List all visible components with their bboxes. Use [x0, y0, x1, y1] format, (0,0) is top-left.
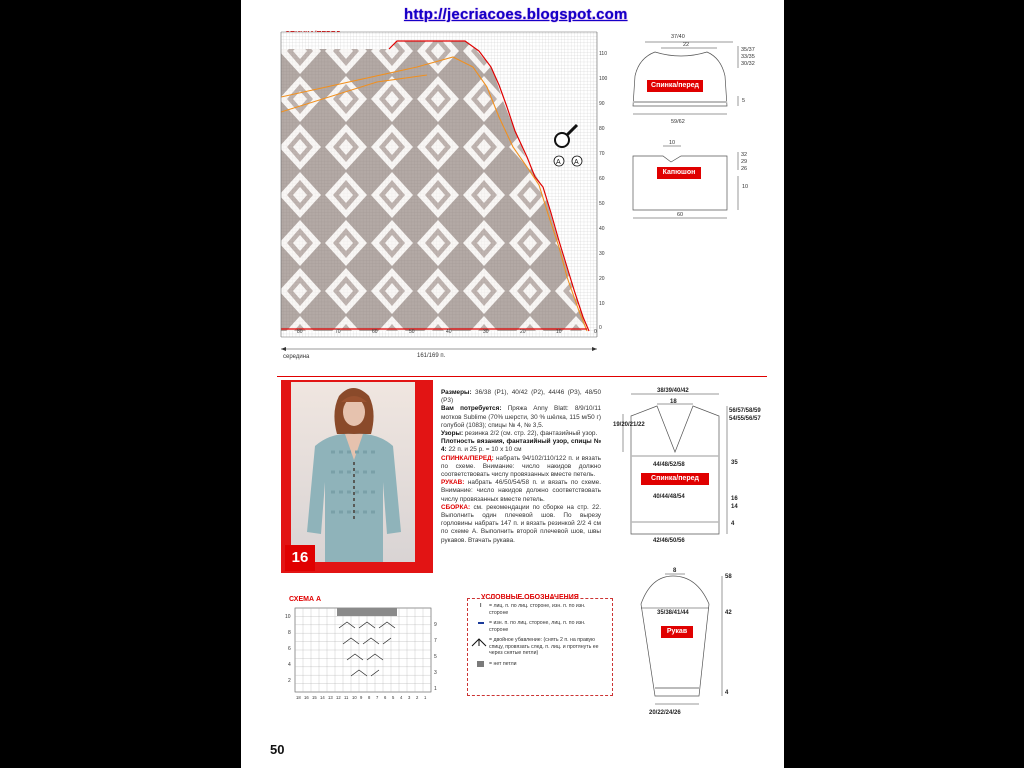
col-label-40: 40	[446, 329, 452, 335]
patterns-text: резинка 2/2 (см. стр. 22), фантазийный узор.	[464, 430, 598, 438]
schema-a-col-labels	[296, 695, 427, 700]
col-label-70: 70	[335, 329, 341, 335]
front-height-14: 14	[731, 504, 738, 510]
front-mid-width: 40/44/48/54	[653, 494, 685, 500]
hood-schema-label: Капюшон	[657, 167, 701, 179]
schema-a-col-label: 13	[328, 695, 333, 700]
sleeve-cuff-width: 20/22/24/26	[649, 710, 681, 716]
schema-a-col-label: 9	[360, 695, 363, 700]
schema-a-row-8: 8	[288, 630, 291, 636]
stitch-count: 161/169 п.	[417, 353, 446, 359]
sleeve-text: набрать 46/50/54/58 п. и вязать по схеме. Внимание: число накидов должно соответствовать числу провязанных вместе петель.	[441, 479, 601, 503]
legend-decrease-symbol-icon	[471, 637, 487, 647]
col-label-80: 80	[297, 329, 303, 335]
front-top-width: 38/39/40/42	[657, 388, 689, 394]
front-right-dim-1: 56/57/58/59	[729, 408, 761, 414]
front-height-16: 16	[731, 496, 738, 502]
legend-item-no-stitch	[477, 661, 603, 668]
need-label: Вам потребуется:	[441, 405, 502, 413]
body-schema-label: Спинка/перед	[647, 80, 703, 92]
body-right-dim-1: 35/37	[741, 47, 755, 53]
legend-title: УСЛОВНЫЕ ОБОЗНАЧЕНИЯ	[481, 594, 579, 601]
schema-a-col-label: 12	[336, 695, 341, 700]
legend-item-1-text: = лиц. п. по лиц. стороне, изн. п. по изн. стороне	[489, 603, 586, 616]
hood-right-dim-2: 29	[741, 159, 748, 165]
schema-a-row-7: 7	[434, 638, 437, 644]
hood-side-dim: 10	[742, 184, 749, 190]
schema-a-title: СХЕМА А	[289, 596, 322, 603]
schema-a-row-9: 9	[434, 622, 437, 628]
chart-row-labels	[599, 51, 608, 331]
front-waist-width: 44/48/52/58	[653, 462, 685, 468]
schema-a-row-6: 6	[288, 646, 291, 652]
body-neck-width: 22	[683, 42, 690, 48]
patterns-label: Узоры:	[441, 430, 464, 438]
body-side-dim: 5	[742, 98, 746, 104]
schema-a-row-1: 1	[434, 686, 437, 692]
schema-a-col-label: 8	[368, 695, 371, 700]
assembly-text: см. рекомендации по сборке на стр. 22. Выполнить один плечевой шов. По вырезу горловины набрать 147 п. и вязать резинкой 2/2 4 см по схеме А. Выполнить второй плечевой шов, швы рукавов. Втачать рукава.	[441, 503, 601, 544]
body-right-dim-3: 30/32	[741, 61, 755, 67]
schema-a-row-2: 2	[288, 678, 291, 684]
row-label-70: 70	[599, 151, 605, 157]
schema-a-col-label: 7	[376, 695, 379, 700]
front-label: СПИНКА/ПЕРЕД:	[441, 454, 494, 462]
pattern-description	[441, 389, 601, 545]
hood-schema	[621, 136, 781, 226]
density-text: 22 п. и 25 р. = 10 x 10 см	[448, 446, 522, 454]
front-bottom-width: 42/46/50/56	[653, 538, 685, 544]
row-label-40: 40	[599, 226, 605, 232]
front-height-35: 35	[731, 460, 738, 466]
legend-list	[477, 603, 603, 667]
schema-a-col-label: 10	[352, 695, 357, 700]
front-left-depth: 19/20/21/22	[613, 422, 645, 428]
hood-right-dim-1: 32	[741, 152, 748, 158]
legend-item-4-text: = нет петли	[489, 660, 517, 667]
schema-a-col-label: 4	[400, 695, 403, 700]
schema-a-col-label: 3	[408, 695, 411, 700]
schema-a-col-label: 2	[416, 695, 419, 700]
row-label-30: 30	[599, 251, 605, 257]
row-label-100: 100	[599, 76, 608, 82]
blog-url-link[interactable]: http://jecriacoes.blogspot.com	[404, 6, 628, 23]
schema-a-col-label: 18	[296, 695, 301, 700]
schema-a-col-label: 15	[312, 695, 317, 700]
sleeve-height-58: 58	[725, 574, 732, 580]
row-label-90: 90	[599, 101, 605, 107]
body-bottom-width: 59/62	[671, 119, 685, 125]
sleeve-height-42: 42	[725, 610, 732, 616]
marker-a-icon: A	[556, 159, 561, 166]
schema-a-row-4: 4	[288, 662, 291, 668]
hood-top-width: 10	[669, 140, 676, 146]
page-number: 50	[270, 742, 285, 757]
front-schema	[613, 384, 783, 550]
schema-a-col-label: 1	[424, 695, 427, 700]
schema-a-row-3: 3	[434, 670, 437, 676]
col-label-10: 10	[556, 329, 562, 335]
row-label-50: 50	[599, 201, 605, 207]
sleeve-height-4: 4	[725, 690, 729, 696]
front-right-dim-2: 54/55/56/57	[729, 416, 761, 422]
sleeve-arm-width: 35/38/41/44	[657, 610, 689, 616]
schema-a-row-5: 5	[434, 654, 437, 660]
schema-a-col-label: 5	[392, 695, 395, 700]
schema-a-col-label: 16	[304, 695, 309, 700]
schema-a-col-label: 14	[320, 695, 325, 700]
sizes-label: Размеры:	[441, 389, 472, 396]
sizes-text: 36/38 (P1), 40/42 (P2), 44/46 (P3), 48/50 (P3)	[441, 389, 602, 405]
sleeve-label: РУКАВ:	[441, 479, 465, 487]
row-label-80: 80	[599, 126, 605, 132]
sleeve-top-dim: 8	[673, 568, 677, 574]
schema-a-chart	[281, 604, 451, 704]
section-divider	[277, 376, 767, 377]
sleeve-schema-label: Рукав	[661, 626, 693, 638]
col-label-50: 50	[409, 329, 415, 335]
sleeve-schema	[627, 564, 777, 718]
schema-a-row-10: 10	[285, 614, 291, 620]
marker-b-icon: A	[574, 159, 579, 166]
legend-item-decrease	[477, 637, 603, 657]
col-label-20: 20	[520, 329, 526, 335]
row-label-10: 10	[599, 301, 605, 307]
row-label-0: 0	[599, 325, 602, 331]
body-schema	[621, 28, 781, 128]
col-label-30: 30	[483, 329, 489, 335]
col-label-60: 60	[372, 329, 378, 335]
density-label: Плотность вязания, фантазийный узор, спицы № 4:	[441, 438, 601, 454]
magazine-page	[241, 0, 784, 768]
front-height-4: 4	[731, 521, 735, 527]
body-top-width: 37/40	[671, 34, 685, 40]
front-text: набрать 94/102/110/122 п. и вязать по схеме. Внимание: число накидов должно соответствовать числу провязанных вместе петель.	[441, 454, 601, 479]
hood-right-dim-3: 26	[741, 166, 748, 172]
model-figure	[291, 382, 415, 562]
legend-no-stitch-symbol-icon	[477, 661, 484, 667]
legend-item-3-text: = двойное убавление: (снять 2 п. на правую спицу, провязать след. п. лиц. и протянуть ее через снятые петли)	[489, 637, 599, 656]
front-neck-width: 18	[670, 399, 677, 405]
row-label-110: 110	[599, 51, 607, 57]
legend-item-2-text: = изн. п. по лиц. стороне, лиц. п. по изн. стороне	[489, 620, 586, 633]
legend-purl-symbol-icon	[478, 622, 484, 624]
schema-a-col-label: 11	[344, 695, 349, 700]
assembly-label: СБОРКА:	[441, 503, 471, 511]
need-text: Пряжа Anny Blatt: 8/9/10/11 мотков Sublime (70% шерсти, 30 % шёлка, 115 м/50 г) голубой (1083); спицы № 4, № 3,5.	[441, 405, 602, 429]
schema-a-col-label: 6	[384, 695, 387, 700]
legend-knit-symbol-icon: I	[480, 603, 482, 609]
legend-item-purl	[477, 620, 603, 633]
main-knitting-chart	[277, 27, 617, 367]
model-number-badge: 16	[285, 545, 315, 571]
row-label-60: 60	[599, 176, 605, 182]
front-schema-label: Спинка/перед	[641, 473, 709, 485]
center-label: середина	[283, 354, 310, 360]
row-label-20: 20	[599, 276, 605, 282]
hood-bottom-width: 60	[677, 212, 684, 218]
body-right-dim-2: 33/35	[741, 54, 755, 60]
col-label-0: 0	[594, 329, 597, 335]
legend-item-knit	[477, 603, 603, 616]
model-photo	[291, 382, 415, 562]
